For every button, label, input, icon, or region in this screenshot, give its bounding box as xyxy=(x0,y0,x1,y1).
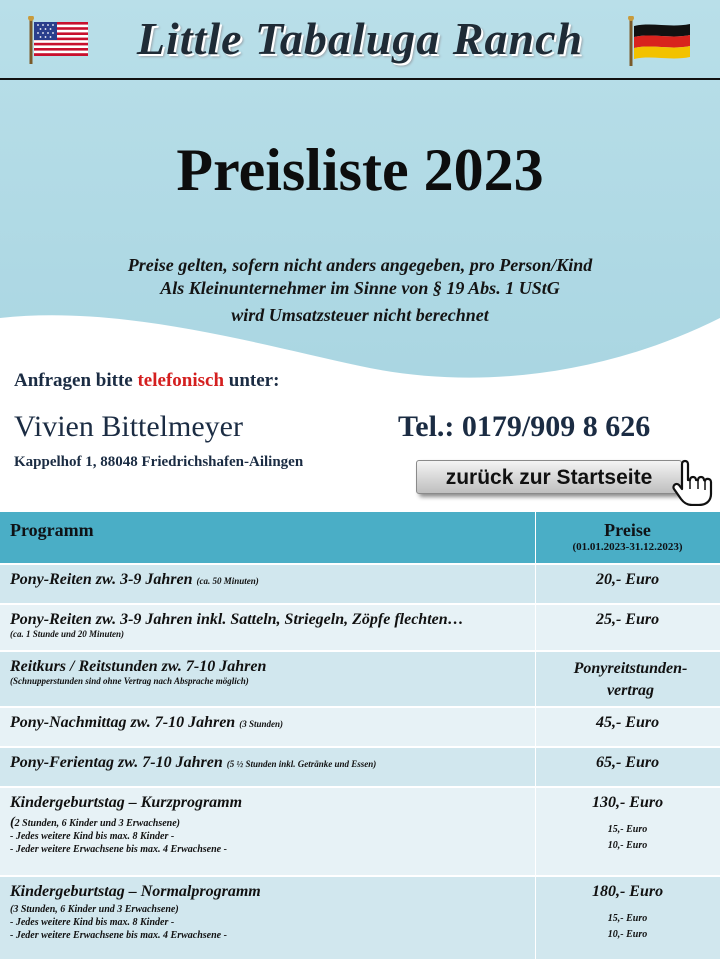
program-note: - Jeder weitere Erwachsene bis max. 4 Erwachsene - xyxy=(10,930,227,941)
back-to-home-button[interactable]: zurück zur Startseite xyxy=(416,460,682,494)
german-flag-icon xyxy=(628,16,692,66)
price-contract: Ponyreitstunden-vertrag xyxy=(573,660,688,699)
table-header-row xyxy=(0,512,720,564)
price-cell: 20,- Euro xyxy=(535,564,720,604)
table-row xyxy=(0,707,720,747)
inquiry-text: Anfragen bitte telefonisch unter: xyxy=(14,370,280,391)
program-duration: (5 ½ Stunden inkl. Getränke und Essen) xyxy=(226,759,377,769)
program-name: Reitkurs / Reitstunden zw. 7-10 Jahren xyxy=(10,658,267,675)
price-notes xyxy=(60,254,660,327)
site-brand: Little Tabaluga Ranch xyxy=(136,13,584,64)
program-duration: (ca. 50 Minuten) xyxy=(196,576,259,586)
extra-child-price: 15,- Euro xyxy=(607,824,648,835)
table-row xyxy=(0,876,720,960)
program-note: - Jedes weitere Kind bis max. 8 Kinder - xyxy=(10,917,175,928)
program-name: Kindergeburtstag – Kurzprogramm xyxy=(10,794,243,811)
price-cell: 65,- Euro xyxy=(535,747,720,787)
table-row xyxy=(0,747,720,787)
program-cell xyxy=(0,707,535,747)
price-validity-period: (01.01.2023-31.12.2023) xyxy=(572,541,683,553)
program-name: Pony-Nachmittag zw. 7-10 Jahren xyxy=(10,714,236,731)
price-cell xyxy=(535,787,720,876)
price-value: 130,- Euro xyxy=(591,794,664,811)
table-row xyxy=(0,787,720,876)
program-note: - Jedes weitere Kind bis max. 8 Kinder - xyxy=(10,831,175,842)
program-cell xyxy=(0,747,535,787)
program-name: Pony-Reiten zw. 3-9 Jahren xyxy=(10,571,193,588)
page-title: Preisliste 2023 xyxy=(176,137,544,203)
price-table xyxy=(0,512,720,961)
program-note: (ca. 1 Stunde und 20 Minuten) xyxy=(10,629,125,639)
program-cell xyxy=(0,876,535,960)
note-line: Preise gelten, sofern nicht anders angegeben, pro Person/Kind xyxy=(127,255,593,275)
header-bar xyxy=(0,0,720,80)
price-cell: 45,- Euro xyxy=(535,707,720,747)
contact-name: Vivien Bittelmeyer xyxy=(14,410,243,443)
program-name: Pony-Reiten zw. 3-9 Jahren inkl. Satteln, Striegeln, Zöpfe flechten… xyxy=(10,611,464,628)
program-note: (2 Stunden, 6 Kinder und 3 Erwachsene) xyxy=(10,815,180,830)
program-name: Kindergeburtstag – Normalprogramm xyxy=(10,883,261,900)
contact-phone[interactable]: Tel.: 0179/909 8 626 xyxy=(398,410,651,443)
table-row xyxy=(0,564,720,604)
note-line: wird Umsatzsteuer nicht berechnet xyxy=(231,305,489,325)
program-note: (Schnupperstunden sind ohne Vertrag nach Absprache möglich) xyxy=(10,676,249,686)
price-cell xyxy=(535,651,720,707)
table-row xyxy=(0,604,720,651)
note-line: Als Kleinunternehmer im Sinne von § 19 Abs. 1 UStG xyxy=(160,278,560,298)
inquiry-highlight: telefonisch xyxy=(137,370,225,391)
program-note: (3 Stunden, 6 Kinder und 3 Erwachsene) xyxy=(10,904,179,915)
program-cell xyxy=(0,604,535,651)
pointing-hand-icon xyxy=(670,458,714,506)
program-duration: (3 Stunden) xyxy=(239,719,283,729)
extra-adult-price: 10,- Euro xyxy=(607,929,648,940)
program-cell xyxy=(0,564,535,604)
price-value: 180,- Euro xyxy=(591,883,664,900)
contact-address: Kappelhof 1, 88048 Friedrichshafen-Ailingen xyxy=(14,454,304,470)
program-name: Pony-Ferientag zw. 7-10 Jahren xyxy=(10,754,223,771)
price-cell: 25,- Euro xyxy=(535,604,720,651)
program-cell xyxy=(0,787,535,876)
column-header-price: Preise (01.01.2023-31.12.2023) xyxy=(535,512,720,564)
extra-child-price: 15,- Euro xyxy=(607,913,648,924)
program-note: - Jeder weitere Erwachsene bis max. 4 Erwachsene - xyxy=(10,844,227,855)
extra-adult-price: 10,- Euro xyxy=(607,840,648,851)
price-cell xyxy=(535,876,720,960)
program-cell xyxy=(0,651,535,707)
column-header-program: Programm xyxy=(0,512,535,564)
table-row xyxy=(0,651,720,707)
